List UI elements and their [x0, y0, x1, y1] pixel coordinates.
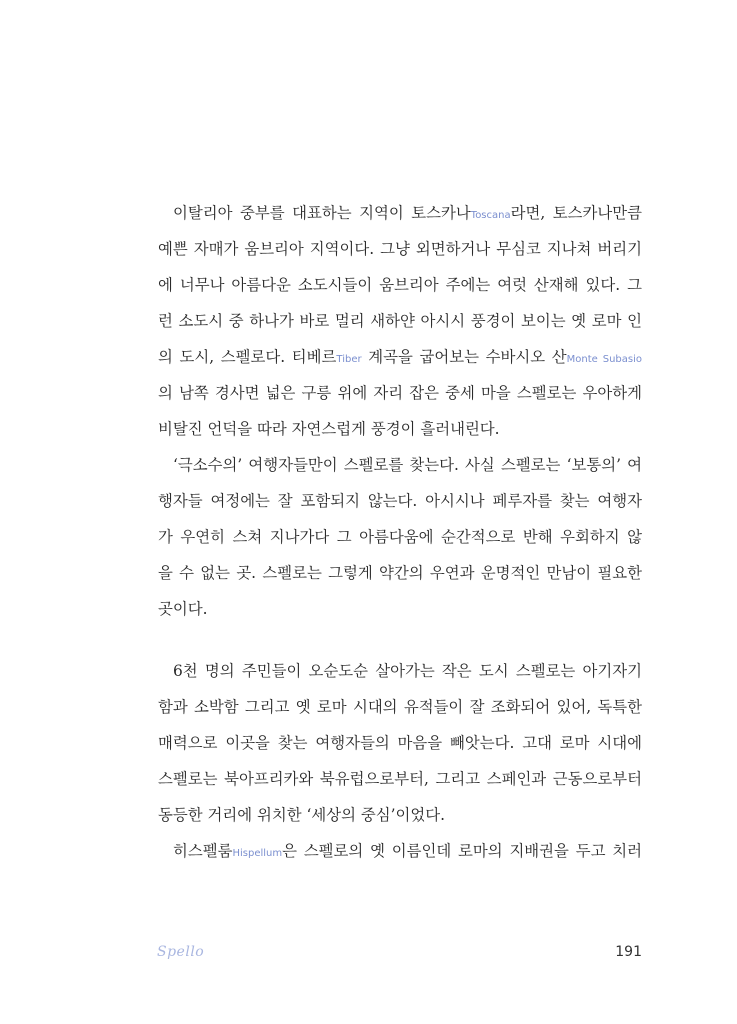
text-line	[158, 267, 642, 303]
text-line	[158, 339, 642, 375]
text-run: ‘극소수의’ 여행자들만이 스펠로를 찾는다. 사실 스펠로는 ‘보통의’ 여	[173, 456, 642, 474]
text-line	[158, 725, 642, 761]
paragraph	[158, 653, 642, 833]
paragraph-gap	[158, 627, 642, 653]
page-number: 191	[615, 944, 642, 960]
text-run: 계곡을 굽어보는 수바시오 산	[361, 348, 567, 366]
text-run: 이탈리아 중부를 대표하는 지역이 토스카나	[173, 204, 471, 222]
running-head: Spello	[157, 944, 205, 960]
text-run: 을 수 없는 곳. 스펠로는 그렇게 약간의 우연과 운명적인 만남이 필요한	[158, 564, 642, 582]
text-run: 곳이다.	[158, 600, 208, 618]
text-line	[158, 591, 642, 627]
text-run: 의 도시, 스펠로다. 티베르	[158, 348, 337, 366]
text-run: 동등한 거리에 위치한 ‘세상의 중심’이었다.	[158, 806, 445, 824]
text-run: 히스펠룸	[173, 842, 233, 860]
text-line	[158, 653, 642, 689]
paragraph	[158, 447, 642, 627]
paragraph	[158, 195, 642, 447]
text-line	[158, 483, 642, 519]
text-line	[158, 447, 642, 483]
text-run: 의 남쪽 경사면 넓은 구릉 위에 자리 잡은 중세 마을 스펠로는 우아하게	[158, 384, 642, 402]
paragraph	[158, 833, 642, 869]
text-line	[158, 689, 642, 725]
text-run: 6천 명의 주민들이 오순도순 살아가는 작은 도시 스펠로는 아기자기	[173, 662, 642, 680]
text-run: 비탈진 언덕을 따라 자연스럽게 풍경이 흘러내린다.	[158, 420, 500, 438]
body-text	[158, 195, 642, 869]
text-line	[158, 375, 642, 411]
original-term-annotation: Hispellum	[232, 848, 283, 859]
text-line	[158, 231, 642, 267]
text-line	[158, 761, 642, 797]
text-run: 런 소도시 중 하나가 바로 멀리 새하얀 아시시 풍경이 보이는 옛 로마 인	[158, 312, 642, 330]
text-run: 행자들 여정에는 잘 포함되지 않는다. 아시시나 페루자를 찾는 여행자	[158, 492, 642, 510]
text-line	[158, 833, 642, 869]
text-run: 라면, 토스카나만큼	[510, 204, 642, 222]
text-run: 함과 소박함 그리고 옛 로마 시대의 유적들이 잘 조화되어 있어, 독특한	[158, 698, 642, 716]
text-run: 가 우연히 스쳐 지나가다 그 아름다움에 순간적으로 반해 우회하지 않	[158, 528, 642, 546]
text-line	[158, 555, 642, 591]
text-run: 에 너무나 아름다운 소도시들이 움브리아 주에는 여럿 산재해 있다. 그	[158, 276, 642, 294]
text-run: 매력으로 이곳을 찾는 여행자들의 마음을 빼앗는다. 고대 로마 시대에	[158, 734, 642, 752]
text-line	[158, 303, 642, 339]
text-line	[158, 797, 642, 833]
text-line	[158, 411, 642, 447]
text-run: 스펠로는 북아프리카와 북유럽으로부터, 그리고 스페인과 근동으로부터	[158, 770, 642, 788]
text-run: 은 스펠로의 옛 이름인데 로마의 지배권을 두고 치러	[282, 842, 642, 860]
text-line	[158, 195, 642, 231]
text-line	[158, 519, 642, 555]
original-term-annotation: Monte Subasio	[566, 354, 643, 365]
original-term-annotation: Toscana	[470, 210, 511, 221]
original-term-annotation: Tiber	[336, 354, 362, 365]
text-run: 예쁜 자매가 움브리아 지역이다. 그냥 외면하거나 무심코 지나쳐 버리기	[158, 240, 642, 258]
